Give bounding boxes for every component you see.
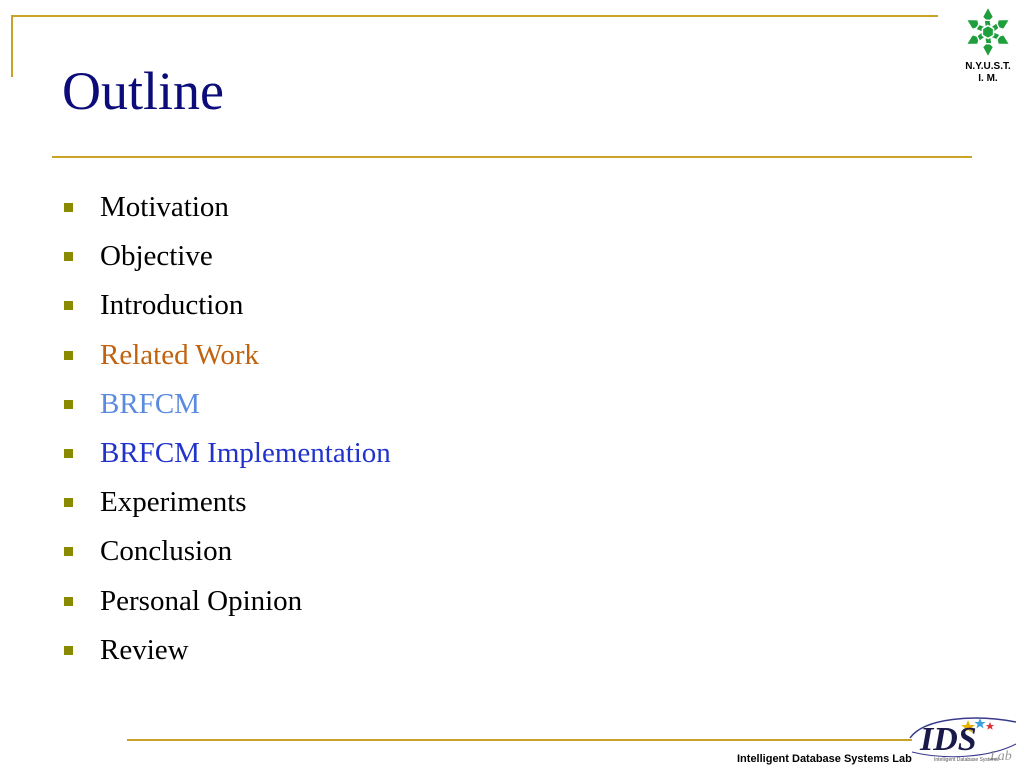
ids-logo-text: IDS [920,721,977,758]
ids-lab-logo-icon [904,708,1020,766]
snowflake-emblem-icon [960,4,1016,60]
bullet-icon [64,400,73,409]
outline-item-label: Motivation [100,191,229,223]
outline-item-label: Review [100,633,189,666]
outline-item-label: Related Work [100,338,260,371]
bullet-icon [64,301,73,310]
frame-left-line [11,15,13,77]
title-divider [52,156,972,158]
ids-logo-tagline: Intelligent Database Systems [934,757,999,763]
outline-item-label: BRFCM Implementation [100,436,391,469]
outline-item-label: Conclusion [100,535,233,568]
bullet-icon [64,203,73,212]
outline-item-label: BRFCM [100,387,200,420]
bullet-icon [64,351,73,360]
frame-top-line [12,15,938,17]
bullet-icon [64,597,73,606]
logo-text-line2: I. M. [978,73,998,84]
slide-title: Outline [62,61,224,121]
university-logo [955,4,1021,90]
footer-lab-name: Intelligent Database Systems Lab [737,753,912,765]
bullet-icon [64,449,73,458]
logo-text-line1: N.Y.U.S.T. [965,61,1011,72]
outline-item-label: Experiments [100,486,247,519]
outline-item-label: Objective [100,240,213,273]
bullet-icon [64,252,73,261]
outline-item-label: Personal Opinion [100,584,303,617]
footer-divider [127,739,912,741]
bullet-icon [64,498,73,507]
bullet-icon [64,646,73,655]
bullet-icon [64,547,73,556]
outline-item-label: Introduction [100,289,244,322]
ids-logo-sub: Lab [990,749,1012,764]
